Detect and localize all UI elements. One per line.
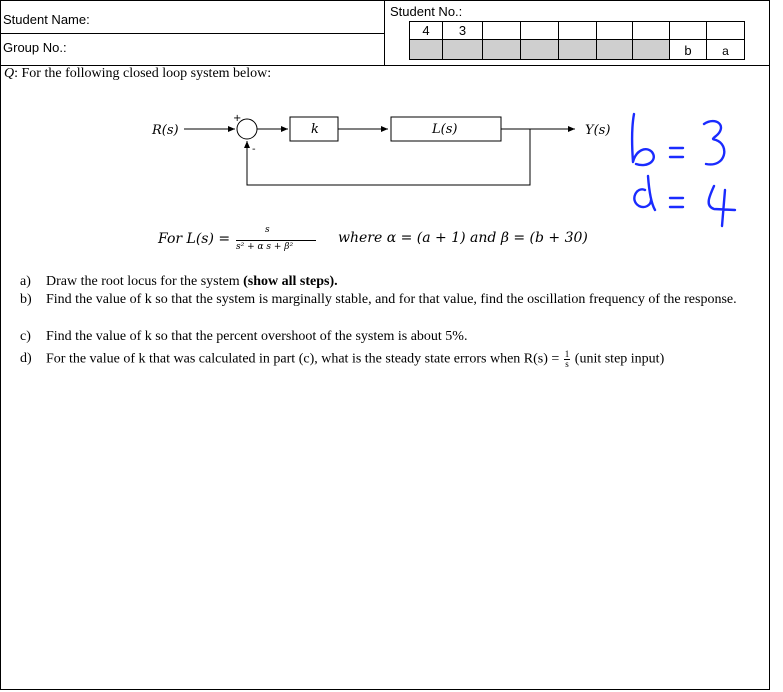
formula-numerator: s	[265, 225, 270, 235]
group-code-cell	[409, 39, 443, 60]
student-no-digit-1: 4	[409, 21, 443, 40]
formula-denominator: s² + α s + β²	[236, 242, 294, 252]
input-label: R(s)	[152, 123, 179, 138]
group-code-letter-b: b	[669, 39, 707, 60]
part-label: b)	[20, 292, 32, 307]
student-no-cell	[706, 21, 745, 40]
part-b-text: Find the value of k so that the system is marginally stable, and for that value, find the oscillation frequency of the response.	[46, 292, 737, 307]
part-c-text: Find the value of k so that the percent overshoot of the system is about 5%.	[46, 329, 468, 344]
student-no-label: Student No.:	[390, 4, 463, 19]
group-code-cell	[632, 39, 670, 60]
group-no-label: Group No.:	[3, 40, 67, 55]
header-column-divider	[384, 0, 385, 66]
part-a-bold-text: (show all steps).	[243, 274, 338, 289]
question-heading	[4, 66, 271, 82]
handwritten-a-equals-4	[634, 176, 735, 226]
part-d-fraction-den: s	[565, 359, 569, 369]
block-diagram	[0, 100, 783, 300]
part-label: d)	[20, 351, 32, 366]
student-no-cell	[558, 21, 597, 40]
question-text: : For the following closed loop system below:	[14, 66, 272, 81]
student-name-label: Student Name:	[3, 12, 90, 27]
output-label: Y(s)	[585, 123, 611, 138]
part-d-text	[46, 350, 766, 369]
formula-fraction-bar	[236, 240, 316, 241]
part-d-fraction-num: 1	[564, 349, 570, 359]
part-label: c)	[20, 329, 31, 344]
part-a-text: Draw the root locus for the system	[46, 274, 244, 289]
student-no-cell	[632, 21, 670, 40]
formula-lhs: For L(s) =	[158, 231, 231, 247]
group-code-cell	[596, 39, 633, 60]
student-no-digit-2: 3	[442, 21, 483, 40]
student-no-cell	[520, 21, 559, 40]
sum-plus-sign: +	[233, 113, 242, 124]
group-code-cell	[520, 39, 559, 60]
sum-minus-sign: -	[252, 144, 256, 155]
question-prefix: Q	[4, 66, 15, 81]
student-no-cell	[482, 21, 521, 40]
part-d-text-after: (unit step input)	[571, 351, 665, 367]
gain-block-label: k	[311, 122, 319, 137]
handwritten-b-equals-3	[632, 114, 724, 165]
group-code-letter-a: a	[706, 39, 745, 60]
group-code-cell	[442, 39, 483, 60]
plant-block-label: L(s)	[432, 122, 458, 137]
part-text	[46, 273, 766, 290]
student-no-cell	[596, 21, 633, 40]
header-divider	[0, 33, 384, 34]
part-d-fraction	[564, 350, 571, 369]
formula-where: where α = (a + 1) and β = (b + 30)	[338, 230, 588, 246]
part-label: a)	[20, 274, 31, 289]
group-code-cell	[558, 39, 597, 60]
group-code-cell	[482, 39, 521, 60]
student-no-cell	[669, 21, 707, 40]
part-d-text-before: For the value of k that was calculated in part (c), what is the steady state errors when R(s) =	[46, 351, 563, 367]
